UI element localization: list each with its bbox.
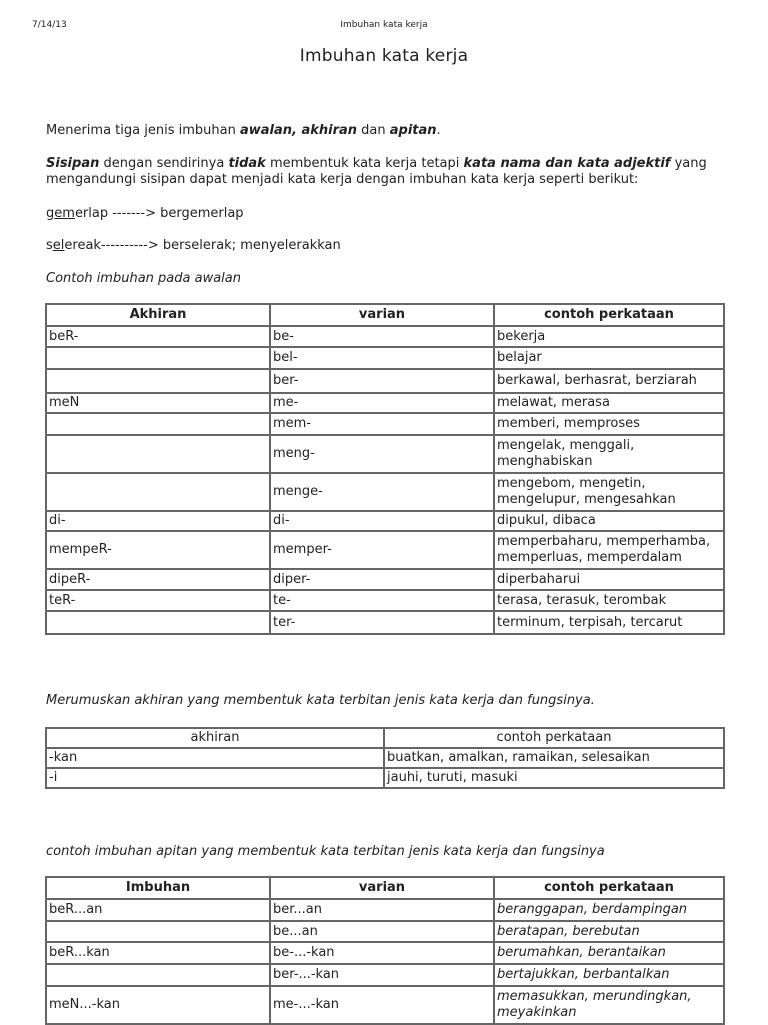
table-cell: me-...-kan: [270, 986, 494, 1024]
table-row: [46, 369, 724, 393]
table-cell: mengelak, menggali, menghabiskan: [494, 435, 724, 473]
table-cell: beR-: [46, 326, 270, 347]
table-row: [46, 611, 724, 634]
table-cell: di-: [46, 511, 270, 531]
table-cell: [46, 921, 270, 942]
intro-bold-awalan-akhiran: awalan, akhiran: [239, 123, 358, 138]
table-header: contoh perkataan: [494, 304, 724, 326]
table-row: [46, 435, 724, 473]
table-cell: [46, 964, 270, 986]
table-cell: meng-: [270, 435, 494, 473]
example1-infix: em: [54, 206, 75, 221]
intro-bold-apitan: apitan: [389, 123, 437, 138]
table-cell: di-: [270, 511, 494, 531]
example1-pre: g: [46, 206, 55, 221]
intro-end: .: [436, 123, 441, 138]
table-header-row: [46, 728, 724, 748]
table-cell: menge-: [270, 473, 494, 511]
table-cell: te-: [270, 590, 494, 611]
example2-pre: s: [46, 238, 53, 253]
section3-caption: contoh imbuhan apitan yang membentuk kata terbitan jenis kata kerja dan fungsinya: [46, 844, 605, 859]
example-selereak: [46, 238, 341, 254]
kata-nama-adjektif: kata nama dan kata adjektif: [463, 156, 671, 171]
table-cell: bekerja: [494, 326, 724, 347]
table-cell: [46, 435, 270, 473]
table-cell: jauhi, turuti, masuki: [384, 768, 724, 788]
table-cell: bel-: [270, 347, 494, 369]
sisipan-text3: yang: [670, 156, 707, 171]
table-row: [46, 768, 724, 788]
table-row: [46, 347, 724, 369]
table-cell: berkawal, berhasrat, berziarah: [494, 369, 724, 393]
table-row: [46, 393, 724, 413]
print-date: 7/14/13: [32, 20, 67, 30]
table-header: Imbuhan: [46, 877, 270, 899]
intro-mid: dan: [357, 123, 390, 138]
table-cell: diper-: [270, 569, 494, 590]
table-cell: meN...-kan: [46, 986, 270, 1024]
example2-infix: el: [52, 238, 65, 253]
table-cell: memperbaharu, memperhamba, memperluas, memperdalam: [494, 531, 724, 569]
table-cell: me-: [270, 393, 494, 413]
table-header: contoh perkataan: [494, 877, 724, 899]
table-header: akhiran: [46, 728, 384, 748]
table-cell: memasukkan, merundingkan, meyakinkan: [494, 986, 724, 1024]
table-cell: [46, 347, 270, 369]
table-row: [46, 964, 724, 986]
table-row: [46, 569, 724, 590]
apitan-table: [45, 876, 725, 1025]
table-cell: -i: [46, 768, 384, 788]
akhiran-table: [45, 727, 725, 789]
intro-paragraph: [46, 123, 441, 139]
table-cell: ber...an: [270, 899, 494, 921]
table-cell: [46, 611, 270, 634]
awalan-table-body: [46, 326, 724, 634]
table-cell: beR...kan: [46, 942, 270, 964]
table-cell: be-: [270, 326, 494, 347]
table-cell: meN: [46, 393, 270, 413]
table-cell: buatkan, amalkan, ramaikan, selesaikan: [384, 748, 724, 768]
table-row: [46, 748, 724, 768]
table-row: [46, 986, 724, 1024]
table-cell: ber-: [270, 369, 494, 393]
sisipan-text2: membentuk kata kerja tetapi: [265, 156, 464, 171]
table-cell: mem-: [270, 413, 494, 435]
example1-rest: lap -------> bergemerlap: [88, 206, 244, 221]
table-cell: memper-: [270, 531, 494, 569]
page-title: Imbuhan kata kerja: [299, 46, 469, 66]
table-cell: [46, 369, 270, 393]
sisipan-paragraph-line1: [46, 156, 707, 172]
tidak-word: tidak: [228, 156, 266, 171]
table-cell: teR-: [46, 590, 270, 611]
table-row: [46, 511, 724, 531]
table-cell: memberi, memproses: [494, 413, 724, 435]
table-row: [46, 899, 724, 921]
table-cell: dipeR-: [46, 569, 270, 590]
table-cell: mengebom, mengetin, mengelupur, mengesahkan: [494, 473, 724, 511]
table-cell: be-...-kan: [270, 942, 494, 964]
table-cell: bertajukkan, berbantalkan: [494, 964, 724, 986]
table-cell: ber-...-kan: [270, 964, 494, 986]
table-row: [46, 590, 724, 611]
sisipan-text1: dengan sendirinya: [99, 156, 229, 171]
table-header: varian: [270, 877, 494, 899]
table-cell: terminum, terpisah, tercarut: [494, 611, 724, 634]
table-cell: ter-: [270, 611, 494, 634]
table-cell: belajar: [494, 347, 724, 369]
table-cell: mempeR-: [46, 531, 270, 569]
awalan-table: [45, 303, 725, 635]
table-cell: [46, 413, 270, 435]
table-row: [46, 921, 724, 942]
table-cell: beranggapan, berdampingan: [494, 899, 724, 921]
table-cell: terasa, terasuk, terombak: [494, 590, 724, 611]
table-row: [46, 531, 724, 569]
table-header-row: [46, 304, 724, 326]
table-row: [46, 413, 724, 435]
example-gemerlap: [46, 206, 244, 222]
section1-caption: Contoh imbuhan pada awalan: [46, 271, 241, 286]
akhiran-table-body: [46, 748, 724, 788]
example1-mid: er: [74, 206, 89, 221]
table-row: [46, 942, 724, 964]
table-cell: dipukul, dibaca: [494, 511, 724, 531]
table-row: [46, 473, 724, 511]
table-header: contoh perkataan: [384, 728, 724, 748]
sisipan-paragraph-line2: mengandungi sisipan dapat menjadi kata kerja dengan imbuhan kata kerja seperti berikut:: [46, 172, 639, 187]
table-header: Akhiran: [46, 304, 270, 326]
table-cell: diperbaharui: [494, 569, 724, 590]
table-cell: -kan: [46, 748, 384, 768]
table-cell: berumahkan, berantaikan: [494, 942, 724, 964]
table-header-row: [46, 877, 724, 899]
table-header: varian: [270, 304, 494, 326]
section2-caption: Merumuskan akhiran yang membentuk kata terbitan jenis kata kerja dan fungsinya.: [46, 693, 595, 708]
table-cell: beratapan, berebutan: [494, 921, 724, 942]
table-cell: be...an: [270, 921, 494, 942]
intro-prefix: Menerima tiga jenis imbuhan: [46, 123, 240, 138]
sisipan-word: Sisipan: [46, 156, 100, 171]
print-header-title: Imbuhan kata kerja: [340, 20, 428, 30]
table-cell: melawat, merasa: [494, 393, 724, 413]
table-cell: beR...an: [46, 899, 270, 921]
table-cell: [46, 473, 270, 511]
table-row: [46, 326, 724, 347]
apitan-table-body: [46, 899, 724, 1024]
example2-rest: ereak----------> berselerak; menyelerakkan: [64, 238, 341, 253]
